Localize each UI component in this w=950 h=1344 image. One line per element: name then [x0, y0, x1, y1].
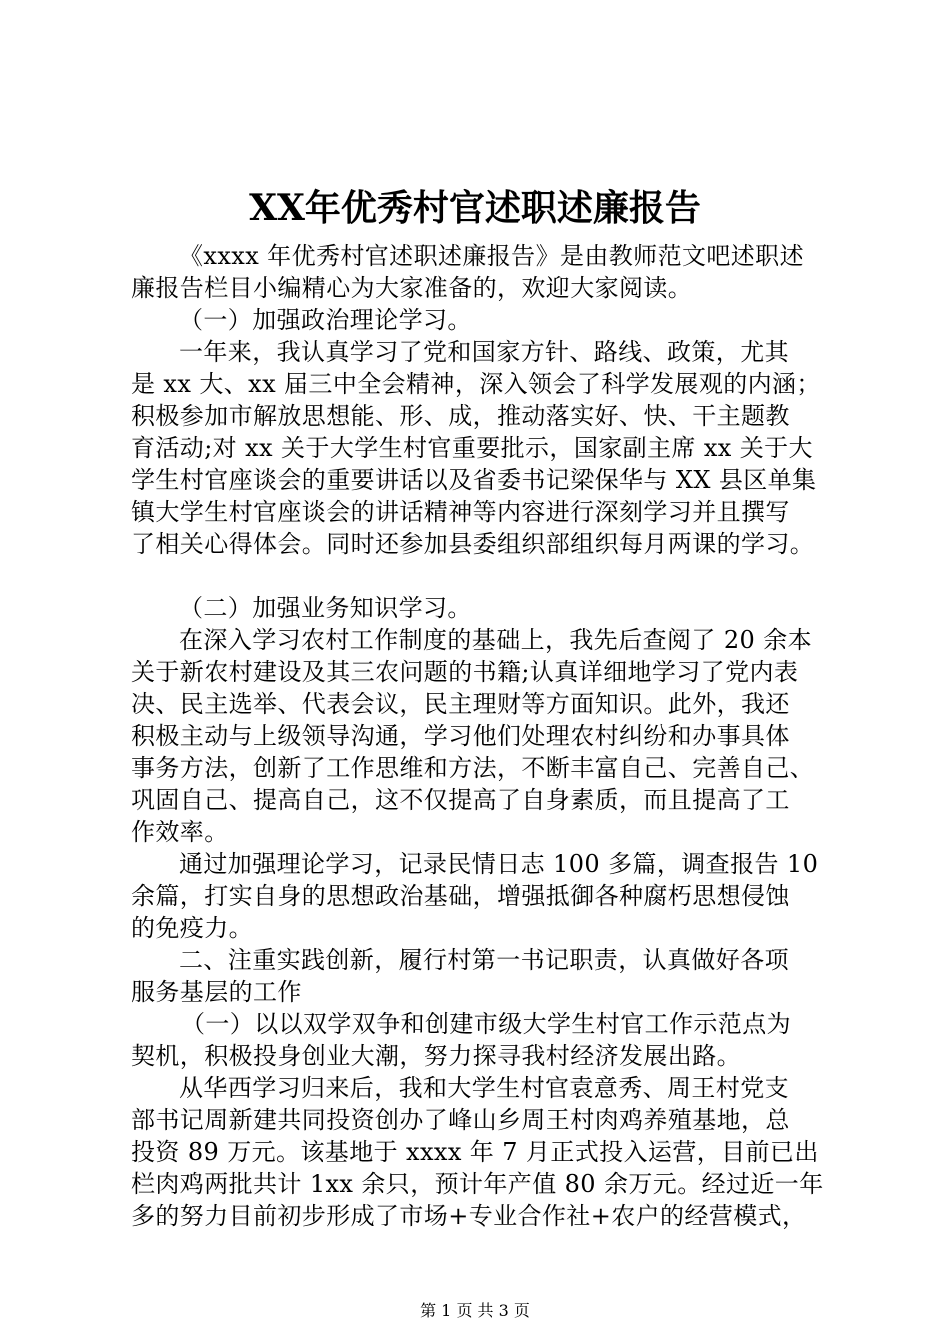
paragraph-line: 廉报告栏目小编精心为大家准备的，欢迎大家阅读。: [131, 274, 693, 302]
section-heading: （一）加强政治理论学习。: [179, 306, 472, 334]
page-number-footer: 第 1 页 共 3 页: [420, 1301, 530, 1320]
section-heading: （二）加强业务知识学习。: [179, 594, 472, 622]
document-title: XX年优秀村官述职述廉报告: [249, 187, 701, 229]
section-heading: （一）以以双学双争和创建市级大学生村官工作示范点为: [181, 1010, 791, 1038]
paragraph-line: 投资 89 万元。该基地于 xxxx 年 7 月正式投入运营，目前已出: [131, 1138, 819, 1166]
paragraph-line: 契机，积极投身创业大潮，努力探寻我村经济发展出路。: [131, 1042, 741, 1070]
paragraph-line: 一年来，我认真学习了党和国家方针、路线、政策，尤其: [179, 338, 789, 366]
paragraph-line: 了相关心得体会。同时还参加县委组织部组织每月两课的学习。: [131, 530, 815, 558]
paragraph-line: 决、民主选举、代表会议，民主理财等方面知识。此外，我还: [131, 690, 790, 718]
paragraph-line: 多的努力目前初步形成了市场+专业合作社+农户的经营模式，: [131, 1202, 807, 1230]
paragraph-line: 是 xx 大、xx 届三中全会精神，深入领会了科学发展观的内涵；: [131, 370, 821, 398]
paragraph-line: 巩固自己、提高自己，这不仅提高了自身素质，而且提高了工: [131, 786, 790, 814]
paragraph-line: 余篇，打实自身的思想政治基础，增强抵御各种腐朽思想侵蚀: [131, 882, 790, 910]
paragraph-line: 事务方法，创新了工作思维和方法，不断丰富自己、完善自己、: [131, 754, 815, 782]
paragraph-line: 在深入学习农村工作制度的基础上，我先后查阅了 20 余本: [179, 626, 812, 654]
paragraph-line: 镇大学生村官座谈会的讲话精神等内容进行深刻学习并且撰写: [131, 498, 790, 526]
paragraph-line: 关于新农村建设及其三农问题的书籍;认真详细地学习了党内表: [131, 658, 799, 686]
paragraph-line: 学生村官座谈会的重要讲话以及省委书记梁保华与 XX 县区单集: [131, 466, 817, 494]
paragraph-line: 作效率。: [131, 818, 229, 846]
paragraph-line: 通过加强理论学习，记录民情日志 100 多篇，调查报告 10: [179, 850, 819, 878]
paragraph-line: 栏肉鸡两批共计 1xx 余只，预计年产值 80 余万元。经过近一年: [131, 1170, 824, 1198]
paragraph-line: 的免疫力。: [131, 914, 253, 942]
paragraph-gap: [131, 560, 851, 592]
paragraph-line: 育活动;对 xx 关于大学生村官重要批示，国家副主席 xx 关于大: [131, 434, 813, 462]
paragraph-line: 《xxxx 年优秀村官述职述廉报告》是由教师范文吧述职述: [179, 242, 804, 270]
paragraph-line: 积极参加市解放思想能、形、成，推动落实好、快、干主题教: [131, 402, 790, 430]
section-heading: 服务基层的工作: [131, 978, 302, 1006]
paragraph-line: 部书记周新建共同投资创办了峰山乡周王村肉鸡养殖基地，总: [131, 1106, 790, 1134]
paragraph-line: 从华西学习归来后，我和大学生村官袁意秀、周王村党支: [179, 1074, 789, 1102]
section-heading: 二、注重实践创新，履行村第一书记职责，认真做好各项: [179, 946, 789, 974]
document-body: [131, 240, 851, 1232]
paragraph-line: 积极主动与上级领导沟通，学习他们处理农村纠纷和办事具体: [131, 722, 790, 750]
